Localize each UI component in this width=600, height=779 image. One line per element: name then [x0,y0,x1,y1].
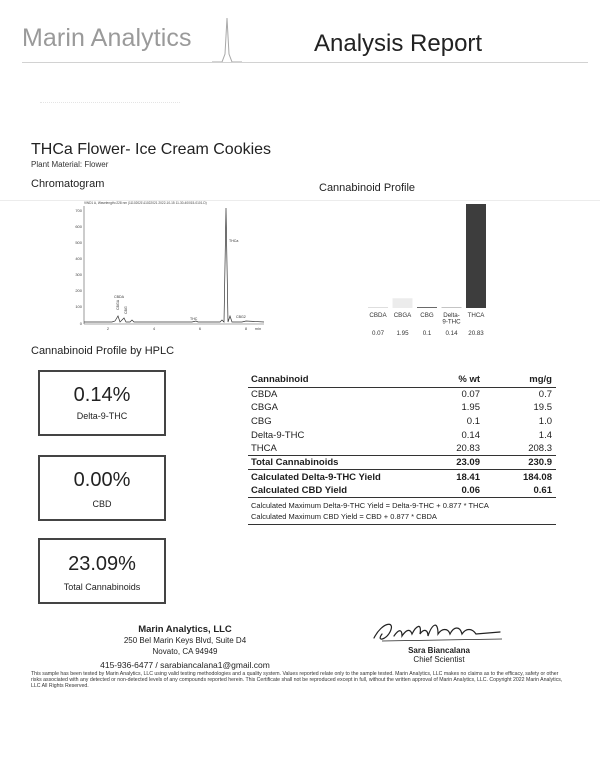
calc-row-delta9 [248,470,556,484]
cannabinoid-profile-chart [365,196,505,341]
peak-label-cbga: CBGA [116,299,120,310]
bar-delta-9-thc [442,307,462,308]
signer-title: Chief Scientist [413,655,465,664]
summary-card-cbd [38,455,166,521]
calc-label: Calculated CBD Yield [251,484,348,496]
cell-mg: 1.4 [538,429,552,441]
chrom-y-tick: 700 [75,208,82,213]
cell-name: Delta-9-THC [251,429,305,441]
formula-note [248,498,556,512]
chrom-y-tick: 500 [75,240,82,245]
total-label: Total Cannabinoids [248,456,416,470]
formula-text: Calculated Maximum Delta-9-THC Yield = Delta-9-THC + 0.877 * THCA [248,498,556,512]
chrom-y-tick: 100 [75,304,82,309]
chrom-y-tick: 300 [75,272,82,277]
bar-cbda [368,307,388,308]
disclaimer: This sample has been tested by Marin Analytics, LLC using valid testing methodologies and a quality system. Values reported relate only to the sample tested. Marin Analytics, LLC makes no claims as to the efficacy, safety or other risks associated with any detected or non-detected levels of any compounds reported herein. This Certificate shall not be reproduced except in full, without the written approval of Marin Analytics, LLC. Copyright 2022 Marin Analytics, LLC All Rights Reserved. [31,671,563,690]
company-contact: 415-936-6477 / sarabiancalana1@gmail.com [100,660,270,670]
bar-cbga [393,298,413,308]
signature [368,614,508,648]
chrom-y-tick: 0 [79,321,82,326]
header-mg-g: mg/g [486,372,556,387]
calc-mg: 184.08 [522,471,552,483]
formula-text: Calculated Maximum CBD Yield = CBD + 0.877 * CBDA [248,511,556,525]
chromatogram-trace [84,208,264,322]
chrom-x-tick: 6 [198,326,202,331]
cell-percent: 0.14 [461,429,480,441]
table-row [248,415,556,429]
total-mg: 230.9 [486,456,556,470]
brand-name: Marin Analytics [22,24,192,52]
chrom-x-tick: 2 [106,326,110,331]
company-address-1: 250 Bel Marin Keys Blvd, Suite D4 [123,636,247,645]
bar-thca [466,204,486,308]
table-row [248,387,556,401]
bar-category-label: Delta-9-THC [442,312,461,326]
company-block [80,624,290,671]
calc-mg: 0.61 [533,484,552,496]
signer-block [384,646,494,664]
peak-label-cbg2: CBG2 [236,315,246,319]
cell-percent: 1.95 [461,402,480,414]
bar-category-label: CBG [420,312,434,319]
cell-percent: 0.07 [461,388,480,400]
company-address-2: Novato, CA 94949 [152,647,218,656]
product-name: THCa Flower- Ice Cream Cookies [31,141,272,158]
table-row [248,428,556,442]
summary-label: CBD [92,499,112,509]
cell-mg: 208.3 [528,443,552,455]
bar-category-label: THCA [467,312,485,319]
bar-value-label: 20.83 [468,330,484,337]
summary-card-delta9 [38,370,166,436]
bar-value-label: 0.14 [445,330,458,337]
header-divider [22,62,588,63]
total-row [248,456,556,470]
summary-card-total [38,538,166,604]
calc-percent: 18.41 [456,471,480,483]
header-percent: % wt [416,372,486,387]
peak-label-cbda: CBDA [114,295,124,299]
cell-mg: 19.5 [533,402,552,414]
cell-name: CBDA [251,388,278,400]
chrom-y-tick: 400 [75,256,82,261]
chromatogram-plot [72,196,272,332]
calc-label: Calculated Delta-9-THC Yield [251,471,381,483]
signer-name: Sara Biancalana [408,646,470,655]
cell-name: THCA [251,443,277,455]
formula-note [248,511,556,525]
results-table [248,372,556,525]
table-row [248,442,556,456]
cell-mg: 1.0 [538,415,552,427]
cell-percent: 20.83 [456,443,480,455]
plant-material: Plant Material: Flower [31,160,109,169]
total-percent: 23.09 [416,456,486,470]
cell-percent: 0.1 [466,415,480,427]
chrom-y-tick: 200 [75,288,82,293]
peak-label-cbg: CBG [124,306,128,314]
scan-artifact [40,102,180,103]
table-header-row [248,372,556,387]
chromatogram-label: Chromatogram [31,178,105,190]
report-title: Analysis Report [314,30,483,57]
bar-value-label: 1.95 [396,330,409,337]
chrom-x-tick: min [254,326,262,331]
summary-label: Total Cannabinoids [63,582,141,592]
table-row [248,401,556,415]
bar-cbg [417,307,437,308]
company-name: Marin Analytics, LLC [138,624,232,635]
cell-name: CBG [251,415,272,427]
chrom-x-tick: 8 [244,326,248,331]
header-cannabinoid: Cannabinoid [248,372,416,387]
bar-category-label: CBGA [393,312,412,319]
chrom-x-tick: 4 [152,326,156,331]
logo-peak-icon [212,16,242,64]
bar-value-label: 0.07 [371,330,385,337]
calc-row-cbd [248,484,556,498]
summary-value: 0.00% [73,469,131,491]
peak-label-thca: THCa [229,239,239,243]
cannabinoid-profile-label: Cannabinoid Profile [319,182,416,194]
calc-percent: 0.06 [461,484,480,496]
bar-category-label: CBDA [369,312,387,319]
peak-label-thc: THC [190,317,198,321]
cell-mg: 0.7 [538,388,552,400]
bar-value-label: 0.1 [422,330,432,337]
cell-name: CBGA [251,402,278,414]
summary-value: 23.09% [68,553,136,575]
chromatogram-header: VWD1 A, Wavelength=228 nm (11102021\11022021 2022-10-15 11-30-40\015-0101.D) [84,201,207,205]
hplc-section-label: Cannabinoid Profile by HPLC [31,345,175,357]
summary-label: Delta-9-THC [76,411,128,421]
chrom-y-tick: 600 [75,224,82,229]
summary-value: 0.14% [73,384,131,406]
